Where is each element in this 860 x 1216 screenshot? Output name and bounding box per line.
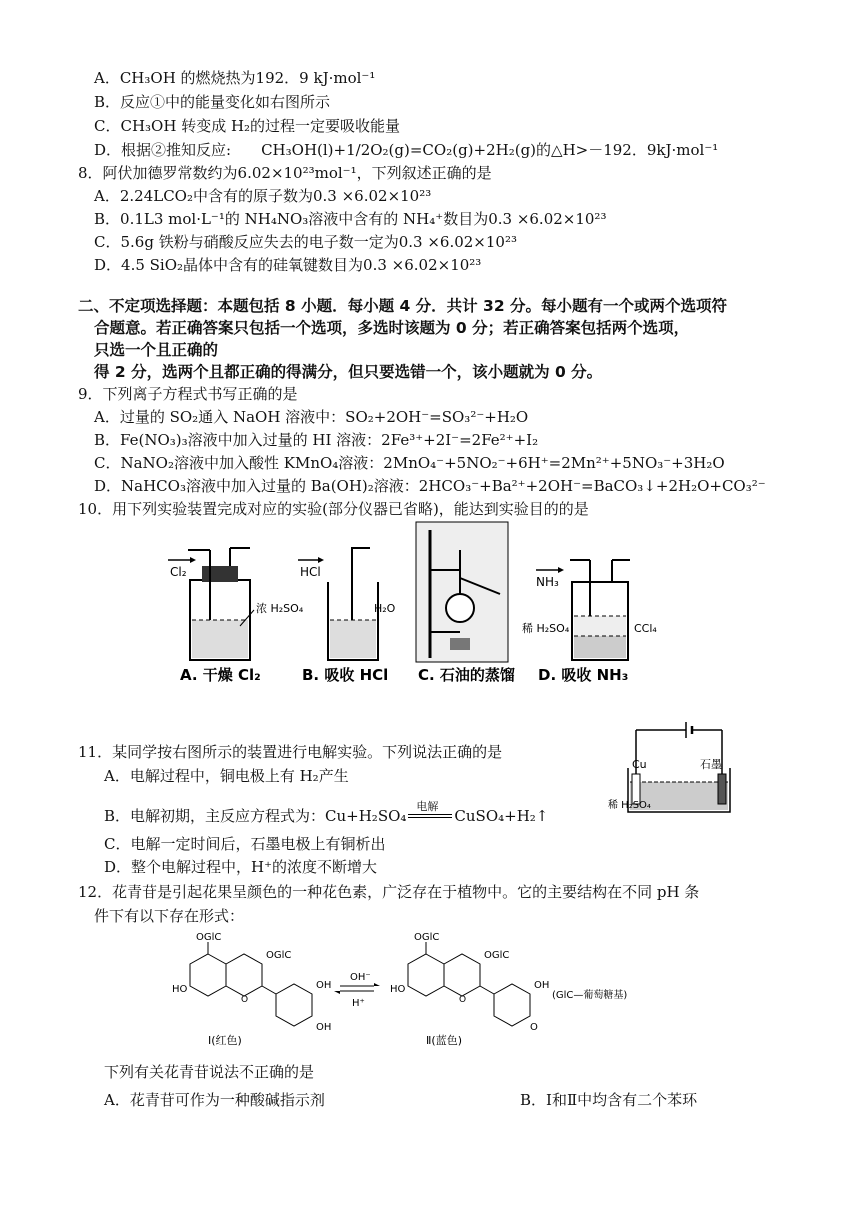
apparatus-b-caption: B. 吸收 HCl	[302, 666, 389, 684]
q9-option-a: A．过量的 SO₂通入 NaOH 溶液中：SO₂+2OH⁻=SO₃²⁻+H₂O	[94, 408, 529, 426]
structure-ii	[390, 932, 549, 1047]
q11-option-a: A．电解过程中，铜电极上有 H₂产生	[104, 767, 349, 785]
q9-option-c: C．NaNO₂溶液中加入酸性 KMnO₄溶液：2MnO₄⁻+5NO₂⁻+6H⁺=2Mn²⁺+5NO₃⁻+3H₂O	[94, 454, 725, 472]
q11-option-c: C．电解一定时间后，石墨电极上有铜析出	[104, 835, 386, 853]
structure-ii-label: Ⅱ(蓝色)	[426, 1034, 462, 1047]
q11-condition-label: 电解	[416, 800, 439, 813]
q11-option-d: D．整个电解过程中，H⁺的浓度不断增大	[104, 858, 378, 876]
anthocyanin-structures-figure	[168, 928, 628, 1048]
electrolysis-figure	[606, 718, 736, 818]
section-2-rule-2: 只选一个且正确的	[94, 341, 219, 359]
structure-ii-oglc-right: OGlC	[484, 950, 510, 961]
apparatus-b-gas-label: HCl	[300, 565, 321, 579]
q11-option-b	[104, 800, 549, 826]
glc-note: (GlC—葡萄糖基)	[552, 990, 628, 1001]
q8-stem: 8．阿伏加德罗常数约为6.02×10²³mol⁻¹，下列叙述正确的是	[78, 164, 492, 182]
q8-option-d: D．4.5 SiO₂晶体中含有的硅氧键数目为0.3 ×6.02×10²³	[94, 256, 482, 274]
q11-option-b-products: CuSO₄+H₂↑	[454, 807, 549, 825]
structure-ii-keto-oxygen: O	[530, 1022, 538, 1033]
apparatus-d-liquid-2-label: CCl₄	[634, 622, 657, 635]
apparatus-a-gas-label: Cl₂	[170, 565, 187, 579]
q11-option-b-reactants: B．电解初期，主反应方程式为：Cu+H₂SO₄	[104, 807, 407, 825]
q8-option-b: B．0.1L3 mol·L⁻¹的 NH₄NO₃溶液中含有的 NH₄⁺数目为0.3 ×6.02×10²³	[94, 210, 607, 228]
structure-i-label: Ⅰ(红色)	[208, 1034, 242, 1047]
q12-option-a: A．花青苷可作为一种酸碱指示剂	[104, 1091, 325, 1109]
q7-option-d: D．根据②推知反应: CH₃OH(l)+1/2O₂(g)=CO₂(g)+2H₂(g)的△H>－192．9kJ·mol⁻¹	[94, 141, 719, 159]
section-2-heading: 二、不定项选择题：本题包括 8 小题．每小题 4 分．共计 32 分。每小题有一个或两个选项符	[78, 297, 728, 315]
apparatus-d-gas-label: NH₃	[536, 575, 559, 589]
q9-option-b: B．Fe(NO₃)₃溶液中加入过量的 HI 溶液：2Fe³⁺+2I⁻=2Fe²⁺+I₂	[94, 431, 539, 449]
apparatus-a	[168, 548, 304, 684]
q12-stem-2: 件下有以下存在形式：	[94, 907, 245, 925]
structure-i-oh-1: OH	[316, 980, 332, 991]
q8-option-c: C．5.6g 铁粉与硝酸反应失去的电子数一定为0.3 ×6.02×10²³	[94, 233, 517, 251]
electrolyte-label: 稀 H₂SO₄	[608, 800, 651, 811]
structure-i	[172, 932, 331, 1047]
structure-ii-ring-oxygen: O	[459, 995, 467, 1005]
q8-option-a: A．2.24LCO₂中含有的原子数为0.3 ×6.02×10²³	[94, 187, 432, 205]
electrode-graphite-label: 石墨	[700, 758, 722, 771]
structure-i-oglc-top: OGlC	[196, 932, 222, 943]
apparatus-d-caption: D. 吸收 NH₃	[538, 666, 629, 684]
electrode-cu-label: Cu	[632, 758, 647, 771]
structure-ii-oh: OH	[534, 980, 550, 991]
q12-stem-1: 12．花青苷是引起花果呈颜色的一种花色素，广泛存在于植物中。它的主要结构在不同 pH 条	[78, 883, 700, 901]
q9-stem: 9．下列离子方程式书写正确的是	[78, 385, 298, 403]
structure-i-oh-2: OH	[316, 1022, 332, 1033]
q7-option-a: A．CH₃OH 的燃烧热为192．9 kJ·mol⁻¹	[94, 69, 376, 87]
q10-stem: 10．用下列实验装置完成对应的实验(部分仪器已省略)，能达到实验目的的是	[78, 500, 589, 518]
structure-i-oglc-right: OGlC	[266, 950, 292, 961]
structure-i-ring-oxygen: O	[241, 995, 249, 1005]
apparatus-b	[298, 548, 396, 684]
q11-stem: 11．某同学按右图所示的装置进行电解实验。下列说法正确的是	[78, 743, 503, 761]
structure-ii-ho: HO	[390, 984, 406, 995]
q7-option-c: C．CH₃OH 转变成 H₂的过程一定要吸收能量	[94, 117, 401, 135]
q12-question: 下列有关花青苷说法不正确的是	[104, 1063, 315, 1081]
apparatus-c-caption: C. 石油的蒸馏	[418, 666, 515, 684]
q7-option-b: B．反应①中的能量变化如右图所示	[94, 93, 331, 111]
equilibrium-backward-reagent: H⁺	[352, 998, 365, 1009]
apparatus-d-liquid-1-label: 稀 H₂SO₄	[522, 622, 570, 635]
equilibrium-arrows	[334, 972, 380, 1009]
apparatus-a-liquid-label: 浓 H₂SO₄	[256, 602, 304, 615]
apparatus-d	[522, 560, 657, 684]
q10-apparatus-figure	[160, 520, 720, 690]
q9-option-d: D．NaHCO₃溶液中加入过量的 Ba(OH)₂溶液：2HCO₃⁻+Ba²⁺+2OH⁻=BaCO₃↓+2H₂O+CO₃²⁻	[94, 477, 766, 495]
structure-ii-oglc-top: OGlC	[414, 932, 440, 943]
section-2-rule-3: 得 2 分，选两个且都正确的得满分，但只要选错一个，该小题就为 0 分。	[94, 363, 603, 381]
section-2-rule-1: 合题意。若正确答案只包括一个选项，多选时该题为 0 分；若正确答案包括两个选项，	[94, 319, 690, 337]
structure-i-ho: HO	[172, 984, 188, 995]
apparatus-b-liquid-label: H₂O	[374, 602, 396, 615]
equilibrium-forward-reagent: OH⁻	[350, 972, 371, 983]
q11-reaction-condition	[406, 800, 454, 826]
apparatus-c	[416, 522, 515, 684]
apparatus-a-caption: A. 干燥 Cl₂	[180, 666, 261, 684]
q12-option-b: B．Ⅰ和Ⅱ中均含有二个苯环	[520, 1091, 698, 1109]
